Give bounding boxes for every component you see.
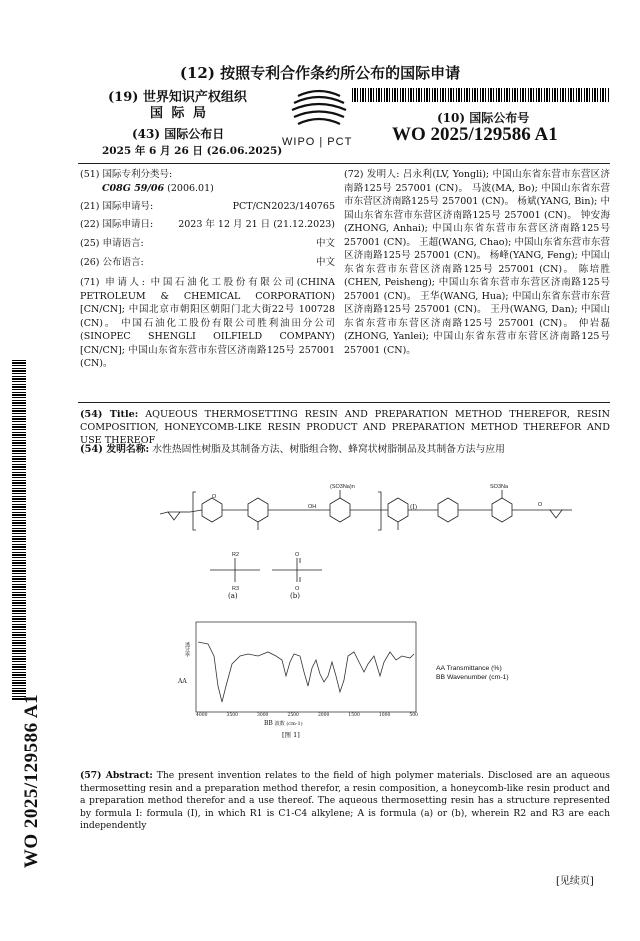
svg-text:O: O xyxy=(212,494,217,500)
ir-y-axis-cn: 透过率 xyxy=(184,642,190,657)
pub-lang-label: (26) 公布语言: xyxy=(80,257,144,268)
figure-caption: [图 1] xyxy=(282,731,300,739)
legend-aa: AA Transmittance (%) xyxy=(436,665,502,672)
filing-lang-row xyxy=(80,237,335,251)
ir-legend xyxy=(436,664,509,682)
pub-date-label: (43) 国际公布日 xyxy=(132,127,225,141)
legend-bb: BB Wavenumber (cm-1) xyxy=(436,674,509,681)
title-cn-text: 水性热固性树脂及其制备方法、树脂组合物、蜂窝状树脂制品及其制备方法与应用 xyxy=(152,444,505,455)
svg-text:OH: OH xyxy=(308,504,317,510)
inventor-text: 吕永利(LV, Yongli); 中国山东省东营市东营区济南路125号 257001 (CN)。 马波(MA, Bo); 中国山东省东营市东营区济南路125号 257001 (CN)。 杨斌(YANG, Bin); 中国山东省东营市东营区济南路125号 257001 (CN)。 钟安海(ZHONG, Anhai); 中国山东省东营市东营区济南路125号 257001 (CN)。 王超(WANG, Chao); 中国山东省东营市东营区济南路125号 257001 (CN)。 杨峰(YANG, Feng); 中国山东省东营市东营区济南路125号 257001 (CN)。 陈培胜(CHEN, Peisheng); 中国山东省东营市东营区济南路125号 257001 (CN)。 王华(WANG, Hua); 中国山东省东营市东营区济南路125号 257001 (CN)。 王丹(WANG, Dan); 中国山东省东营市东营区济南路125号 257001 (CN)。 仲岩磊(ZHONG, Yanlei); 中国山东省东营市东营区济南路125号 257001 (CN)。 xyxy=(344,169,610,356)
inventor-block xyxy=(344,168,610,357)
applicant-block xyxy=(80,276,335,371)
applicant-text: 中国石油化工股份有限公司(CHINA PETROLEUM & CHEMICAL CORPORATION) [CN/CN]; 中国北京市朝阳区朝阳门北大街22号 100728 (CN)。 中国石油化工股份有限公司胜利油田分公司(SINOPEC SHENGLI OILFIELD COMPANY) [CN/CN]; 中国山东省东营市东营区济南路125号 257001 (CN)。 xyxy=(80,277,335,369)
wipo-pct-logo-text: WIPO | PCT xyxy=(282,136,353,148)
ir-spectrum-plot xyxy=(178,616,424,740)
ir-plot-frame xyxy=(196,622,416,712)
org-bureau: 国 际 局 xyxy=(150,106,209,121)
ipc-value: C08G 59/06 xyxy=(102,182,165,194)
pub-date: 2025 年 6 月 26 日 (26.06.2025) xyxy=(102,145,283,157)
svg-text:R2: R2 xyxy=(232,552,240,558)
filing-date-value: 2023 年 12 月 21 日 (21.12.2023) xyxy=(178,219,335,230)
title-en-label: (54) Title: xyxy=(80,409,139,420)
ir-x-axis-cn: 波数 (cm-1) xyxy=(274,721,303,727)
ir-y-axis-label: AA xyxy=(178,678,187,685)
app-no-row xyxy=(80,200,335,214)
header-rule xyxy=(78,163,610,164)
app-no-value: PCT/CN2023/140765 xyxy=(232,201,335,212)
formula-label: (I) xyxy=(410,504,418,511)
title-chinese xyxy=(80,441,610,455)
app-no-label: (21) 国际申请号: xyxy=(80,201,154,212)
ir-x-tick: 3000 xyxy=(256,713,269,718)
abstract-text: The present invention relates to the field of high polymer materials. Disclosed are an aqueous thermosetting resin and a preparation method therefor, a resin composition, a honeycomb-like resin product and a preparation method therefor and a use thereof. The aqueous thermosetting resin has a structure represented by formula I: formula (I), in which R1 is C1-C4 alkylene; A is formula (a) or (b), wherein R2 and R3 are each independently xyxy=(80,770,610,831)
ipc-year: (2006.01) xyxy=(167,182,214,194)
ir-x-tick: 1000 xyxy=(378,713,391,718)
ir-x-tick: 500 xyxy=(409,713,418,718)
continued-note: [见续页] xyxy=(556,876,594,887)
title-cn-label: (54) 发明名称: xyxy=(80,444,150,455)
pub-lang-row xyxy=(80,256,335,270)
pub-lang-value: 中文 xyxy=(315,257,335,268)
abstract xyxy=(80,770,610,833)
applicant-label: (71) 申请人: xyxy=(80,277,145,288)
filing-lang-label: (25) 申请语言: xyxy=(80,238,144,249)
filing-date-label: (22) 国际申请日: xyxy=(80,219,154,230)
pub-no-label: (10) 国际公布号 xyxy=(437,111,530,125)
title-en-text: AQUEOUS THERMOSETTING RESIN AND PREPARATION METHOD THEREFOR, RESIN COMPOSITION, HONEYCOMB-LIKE RESIN PRODUCT AND PREPARATION METHOD THEREFOR AND USE THEREOF xyxy=(80,409,610,446)
ir-x-tick: 3500 xyxy=(226,713,238,718)
ir-x-tick: 1500 xyxy=(348,713,360,718)
svg-text:(SO3Na)n: (SO3Na)n xyxy=(330,484,355,490)
wipo-logo xyxy=(284,88,354,150)
ipc-label: (51) 国际专利分类号: xyxy=(80,169,173,180)
filing-date-row xyxy=(80,218,335,232)
ir-spectrum-line xyxy=(198,642,414,702)
svg-text:SO3Na: SO3Na xyxy=(490,484,509,490)
inventor-label: (72) 发明人: xyxy=(344,169,400,180)
abstract-label: (57) Abstract: xyxy=(80,770,153,781)
svg-text:R3: R3 xyxy=(232,586,240,592)
ir-x-tick: 4000 xyxy=(196,713,208,718)
ipc-block xyxy=(80,168,335,195)
filing-lang-value: 中文 xyxy=(315,238,335,249)
formula-a-label: (a) xyxy=(228,592,238,600)
formula-b-label: (b) xyxy=(290,592,300,600)
biblio-rule xyxy=(78,402,610,403)
org-name: (19) 世界知识产权组织 xyxy=(108,90,247,105)
chemical-formula-figure xyxy=(150,478,610,608)
ir-x-axis-bb: BB xyxy=(264,720,273,727)
svg-text:O: O xyxy=(295,586,300,592)
document-title: (12) 按照专利合作条约所公布的国际申请 xyxy=(179,64,461,82)
svg-text:O: O xyxy=(538,502,543,508)
ir-x-ticks xyxy=(196,713,418,718)
ir-x-tick: 2000 xyxy=(317,713,330,718)
barcode-top xyxy=(352,88,610,102)
svg-text:O: O xyxy=(295,552,300,558)
ir-x-tick: 2500 xyxy=(287,713,299,718)
side-pub-number: WO 2025/129586 A1 xyxy=(21,693,42,869)
ir-x-axis-label xyxy=(264,720,303,727)
formula-structure-drawing xyxy=(150,478,610,608)
pub-number: WO 2025/129586 A1 xyxy=(392,124,558,145)
